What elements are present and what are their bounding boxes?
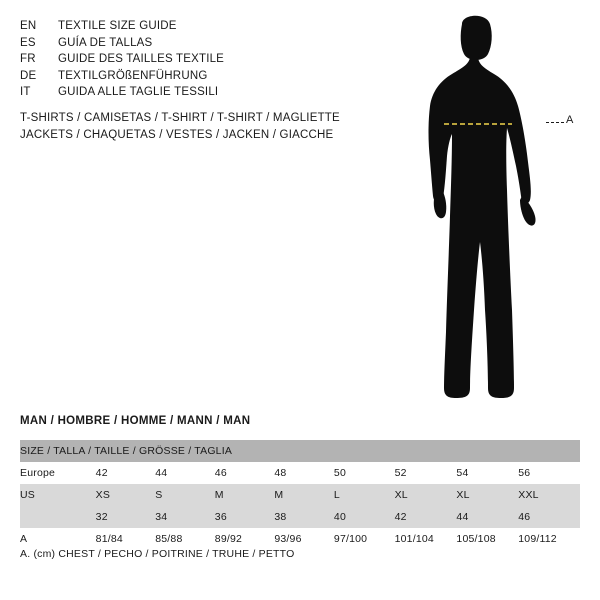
table-row	[20, 484, 580, 506]
language-row	[20, 51, 390, 68]
table-header-label: SIZE / TALLA / TAILLE / GRÖSSE / TAGLIA	[20, 440, 580, 462]
language-code: DE	[20, 69, 37, 82]
row-cell: 89/92	[215, 528, 275, 550]
language-row	[20, 35, 390, 52]
language-row	[20, 84, 390, 101]
row-cell: 52	[395, 462, 457, 484]
table-title: MAN / HOMBRE / HOMME / MANN / MAN	[20, 415, 251, 427]
table-row	[20, 528, 580, 550]
row-cell: 97/100	[334, 528, 395, 550]
row-cell: 42	[96, 462, 156, 484]
male-silhouette-figure	[400, 10, 600, 410]
table-header-row	[20, 440, 580, 462]
row-cell: 44	[155, 462, 215, 484]
table-row	[20, 506, 580, 528]
language-text: GUÍA DE TALLAS	[58, 36, 153, 49]
row-label: US	[20, 484, 96, 506]
garment-category-block	[20, 110, 420, 144]
size-table	[20, 440, 580, 550]
row-cell: S	[155, 484, 215, 506]
language-code: IT	[20, 86, 31, 98]
row-cell: 48	[274, 462, 334, 484]
row-cell: 42	[395, 506, 457, 528]
row-cell: XL	[456, 484, 518, 506]
row-cell: 32	[96, 506, 156, 528]
language-code: FR	[20, 53, 36, 65]
row-cell: 93/96	[274, 528, 334, 550]
language-row	[20, 18, 390, 35]
language-text: GUIDA ALLE TAGLIE TESSILI	[58, 86, 219, 98]
row-cell: 85/88	[155, 528, 215, 550]
row-cell: XXL	[518, 484, 580, 506]
row-cell: 34	[155, 506, 215, 528]
row-cell: 50	[334, 462, 395, 484]
language-row	[20, 68, 390, 85]
measure-label-a: A	[566, 114, 574, 126]
row-cell: 36	[215, 506, 275, 528]
row-cell: 46	[518, 506, 580, 528]
row-cell: 46	[215, 462, 275, 484]
language-text: TEXTILE SIZE GUIDE	[58, 20, 177, 32]
row-cell: L	[334, 484, 395, 506]
language-code: EN	[20, 20, 37, 32]
garment-line-tshirts: T-SHIRTS / CAMISETAS / T-SHIRT / T-SHIRT / MAGLIETTE	[20, 112, 340, 124]
row-cell: 56	[518, 462, 580, 484]
row-cell: 109/112	[518, 528, 580, 550]
language-text: TEXTILGRÖßENFÜHRUNG	[58, 69, 208, 82]
language-code: ES	[20, 36, 36, 49]
footnote: A. (cm) CHEST / PECHO / POITRINE / TRUHE / PETTO	[20, 548, 295, 560]
row-cell: M	[274, 484, 334, 506]
table-row	[20, 462, 580, 484]
row-cell: XS	[96, 484, 156, 506]
row-cell: M	[215, 484, 275, 506]
measure-dash-connector	[546, 122, 564, 124]
row-cell: 38	[274, 506, 334, 528]
row-cell: 81/84	[96, 528, 156, 550]
row-cell: 105/108	[456, 528, 518, 550]
silhouette-icon	[400, 10, 600, 410]
row-cell: XL	[395, 484, 457, 506]
garment-line-jackets: JACKETS / CHAQUETAS / VESTES / JACKEN / GIACCHE	[20, 129, 334, 141]
row-label	[20, 506, 96, 528]
language-header-block	[20, 18, 390, 101]
row-cell: 54	[456, 462, 518, 484]
row-cell: 40	[334, 506, 395, 528]
language-text: GUIDE DES TAILLES TEXTILE	[58, 53, 225, 65]
row-label: A	[20, 528, 96, 550]
row-cell: 101/104	[395, 528, 457, 550]
row-cell: 44	[456, 506, 518, 528]
row-label: Europe	[20, 462, 96, 484]
